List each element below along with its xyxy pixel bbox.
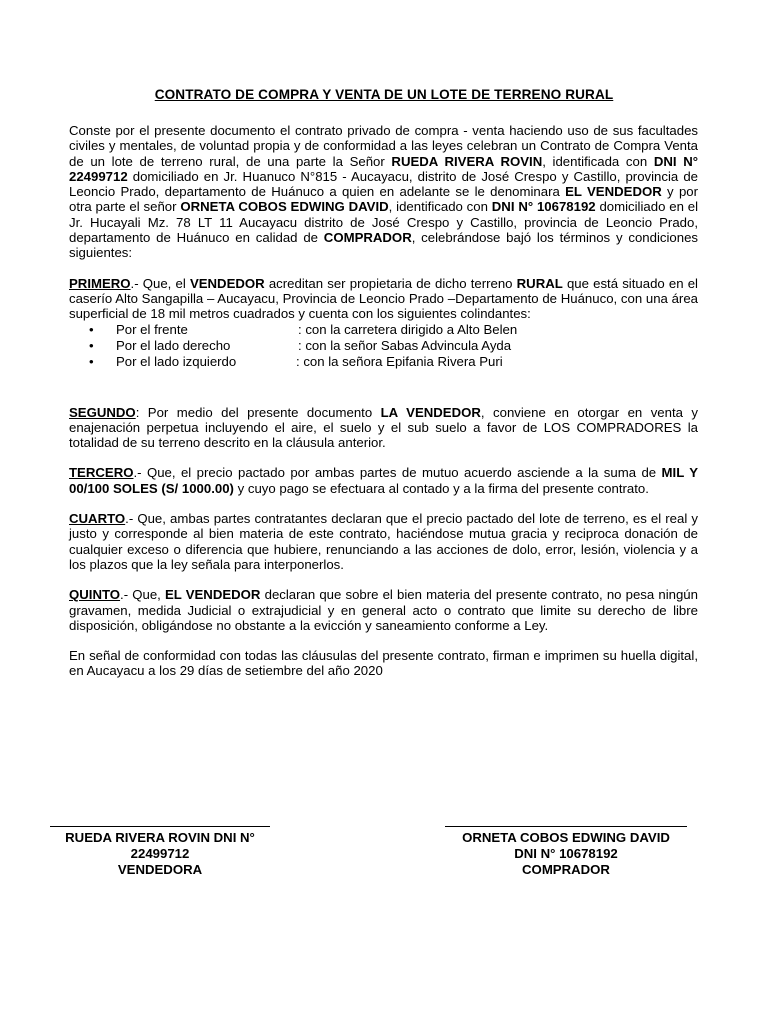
seller-signature-block — [50, 826, 270, 878]
signature-role: VENDEDORA — [117, 862, 203, 877]
clause-text: que está situado en el caserío Alto Sangapilla – Aucayacu, Provincia de Leoncio Prado –Departamento de Huánuco, con una área superficial de 18 mil metros cuadrados y cuenta con los siguientes colindantes: — [69, 275, 698, 322]
clause-text: .- Que, ambas partes contratantes declaran que el precio pactado del lote de terreno, es el real y justo y corresponde al bien materia de este contrato, haciéndose mutua gracia y reciproca donación de cualquier exceso o diferencia que hubiere, renunciando a las acciones de dolo, error, lesión, violencia y a los plazos que la ley señala para interponerlos. — [69, 511, 698, 572]
seller-role: EL VENDEDOR — [565, 184, 662, 200]
clause-text: y cuyo pago se efectuara al contado y a la firma del presente contrato. — [233, 480, 649, 496]
clause-text: .- Que, el precio pactado por ambas partes de mutuo acuerdo asciende a la suma de — [133, 465, 662, 481]
intro-text: , identificado con — [388, 199, 492, 215]
clause-label: PRIMERO — [69, 275, 131, 291]
clause-bold: RURAL — [516, 275, 563, 291]
clause-tercero — [69, 465, 698, 496]
clause-bold: MIL Y 00/100 SOLES (S/ 1000.00) — [69, 465, 698, 496]
clause-primero — [69, 276, 698, 322]
colindante-side: Por el frente — [116, 321, 188, 337]
clause-text: , conviene en otorgar en venta y enajenación perpetua incluyendo el aire, el suelo y el sub suelo a favor de LOS COMPRADORES la totalidad de su terreno descrito en la cláusula anterior. — [69, 404, 698, 451]
signature-name: RUEDA RIVERA ROVIN DNI N° — [65, 830, 255, 845]
clause-bold: EL VENDEDOR — [164, 587, 261, 603]
signature-dni: DNI N° 10678192 — [514, 846, 618, 861]
colindante-side: Por el lado izquierdo — [116, 353, 237, 369]
seller-dni: DNI N° 22499712 — [69, 153, 698, 184]
clause-quinto — [69, 587, 698, 633]
colindantes-list — [69, 322, 698, 370]
clause-label: TERCERO — [69, 465, 134, 481]
intro-text: domiciliado en Jr. Huanuco N°815 - Aucayacu, distrito de José Crespo y Castillo, provincia de Leoncio Prado, departamento de Huánuco a quien en adelante se le denominara — [69, 168, 698, 200]
clause-text: : Por medio del presente documento — [135, 404, 381, 420]
clause-label: CUARTO — [69, 511, 126, 527]
intro-paragraph — [69, 123, 698, 261]
contract-body — [69, 123, 698, 679]
seller-name: RUEDA RIVERA ROVIN — [391, 153, 543, 169]
buyer-signature-block — [445, 826, 687, 878]
clause-text: .- Que, el — [130, 275, 190, 291]
intro-text: , celebrándose bajó los términos y condiciones siguientes: — [69, 230, 698, 261]
colindante-desc: : con la señor Sabas Advincula Ayda — [298, 337, 512, 353]
clause-text: acreditan ser propietaria de dicho terreno — [264, 275, 517, 291]
list-item — [69, 354, 698, 370]
intro-text: Conste por el presente documento el contrato privado de compra - venta haciendo uso de sus facultades civiles y mentales, de voluntad propia y de conformidad a las leyes celebran un Contrato de Compra Venta de un lote de terreno rural, de una parte la Señor — [69, 123, 698, 169]
clause-bold: VENDEDOR — [189, 275, 265, 291]
signature-line — [50, 826, 270, 827]
buyer-name: ORNETA COBOS EDWING DAVID — [180, 199, 389, 215]
document-title: CONTRATO DE COMPRA Y VENTA DE UN LOTE DE TERRENO RURAL — [154, 87, 614, 102]
signature-line — [445, 826, 687, 827]
intro-text: , identificada con — [542, 153, 654, 169]
list-item — [69, 322, 698, 338]
clause-text: declaran que sobre el bien materia del presente contrato, no pesa ningún gravamen, medida Judicial o extrajudicial y en general acto o contrato que limite su derecho de libre disposición, obligándose no obstante a la evicción y saneamiento conforme a Ley. — [69, 587, 698, 633]
clause-text: .- Que, — [120, 587, 165, 603]
buyer-dni: DNI N° 10678192 — [491, 199, 596, 215]
signature-dni: 22499712 — [130, 846, 190, 861]
signature-name: ORNETA COBOS EDWING DAVID — [462, 830, 670, 845]
colindante-desc: : con la carretera dirigido a Alto Belen — [298, 321, 518, 337]
colindante-desc: : con la señora Epifania Rivera Puri — [296, 353, 503, 369]
bullet-icon: • — [89, 337, 94, 353]
clause-cuarto — [69, 511, 698, 572]
colindante-side: Por el lado derecho — [116, 337, 231, 353]
closing-paragraph: En señal de conformidad con todas las cláusulas del presente contrato, firman e imprimen su huella digital, en Aucayacu a los 29 días de setiembre del año 2020 — [69, 648, 698, 679]
bullet-icon: • — [89, 353, 94, 369]
clause-label: QUINTO — [69, 587, 121, 603]
list-item — [69, 338, 698, 354]
clause-segundo — [69, 405, 698, 451]
clause-bold: LA VENDEDOR — [380, 404, 481, 420]
intro-text: domiciliado en el Jr. Hucayali Mz. 78 LT 11 Aucayacu distrito de José Crespo y Castillo, provincia de Leoncio Prado, departamento de Huánuco en calidad de — [69, 199, 699, 246]
signature-role: COMPRADOR — [522, 862, 610, 877]
bullet-icon: • — [89, 321, 94, 337]
clause-label: SEGUNDO — [69, 404, 136, 420]
buyer-role: COMPRADOR — [323, 230, 412, 246]
intro-text: y por otra parte el señor — [69, 184, 699, 215]
